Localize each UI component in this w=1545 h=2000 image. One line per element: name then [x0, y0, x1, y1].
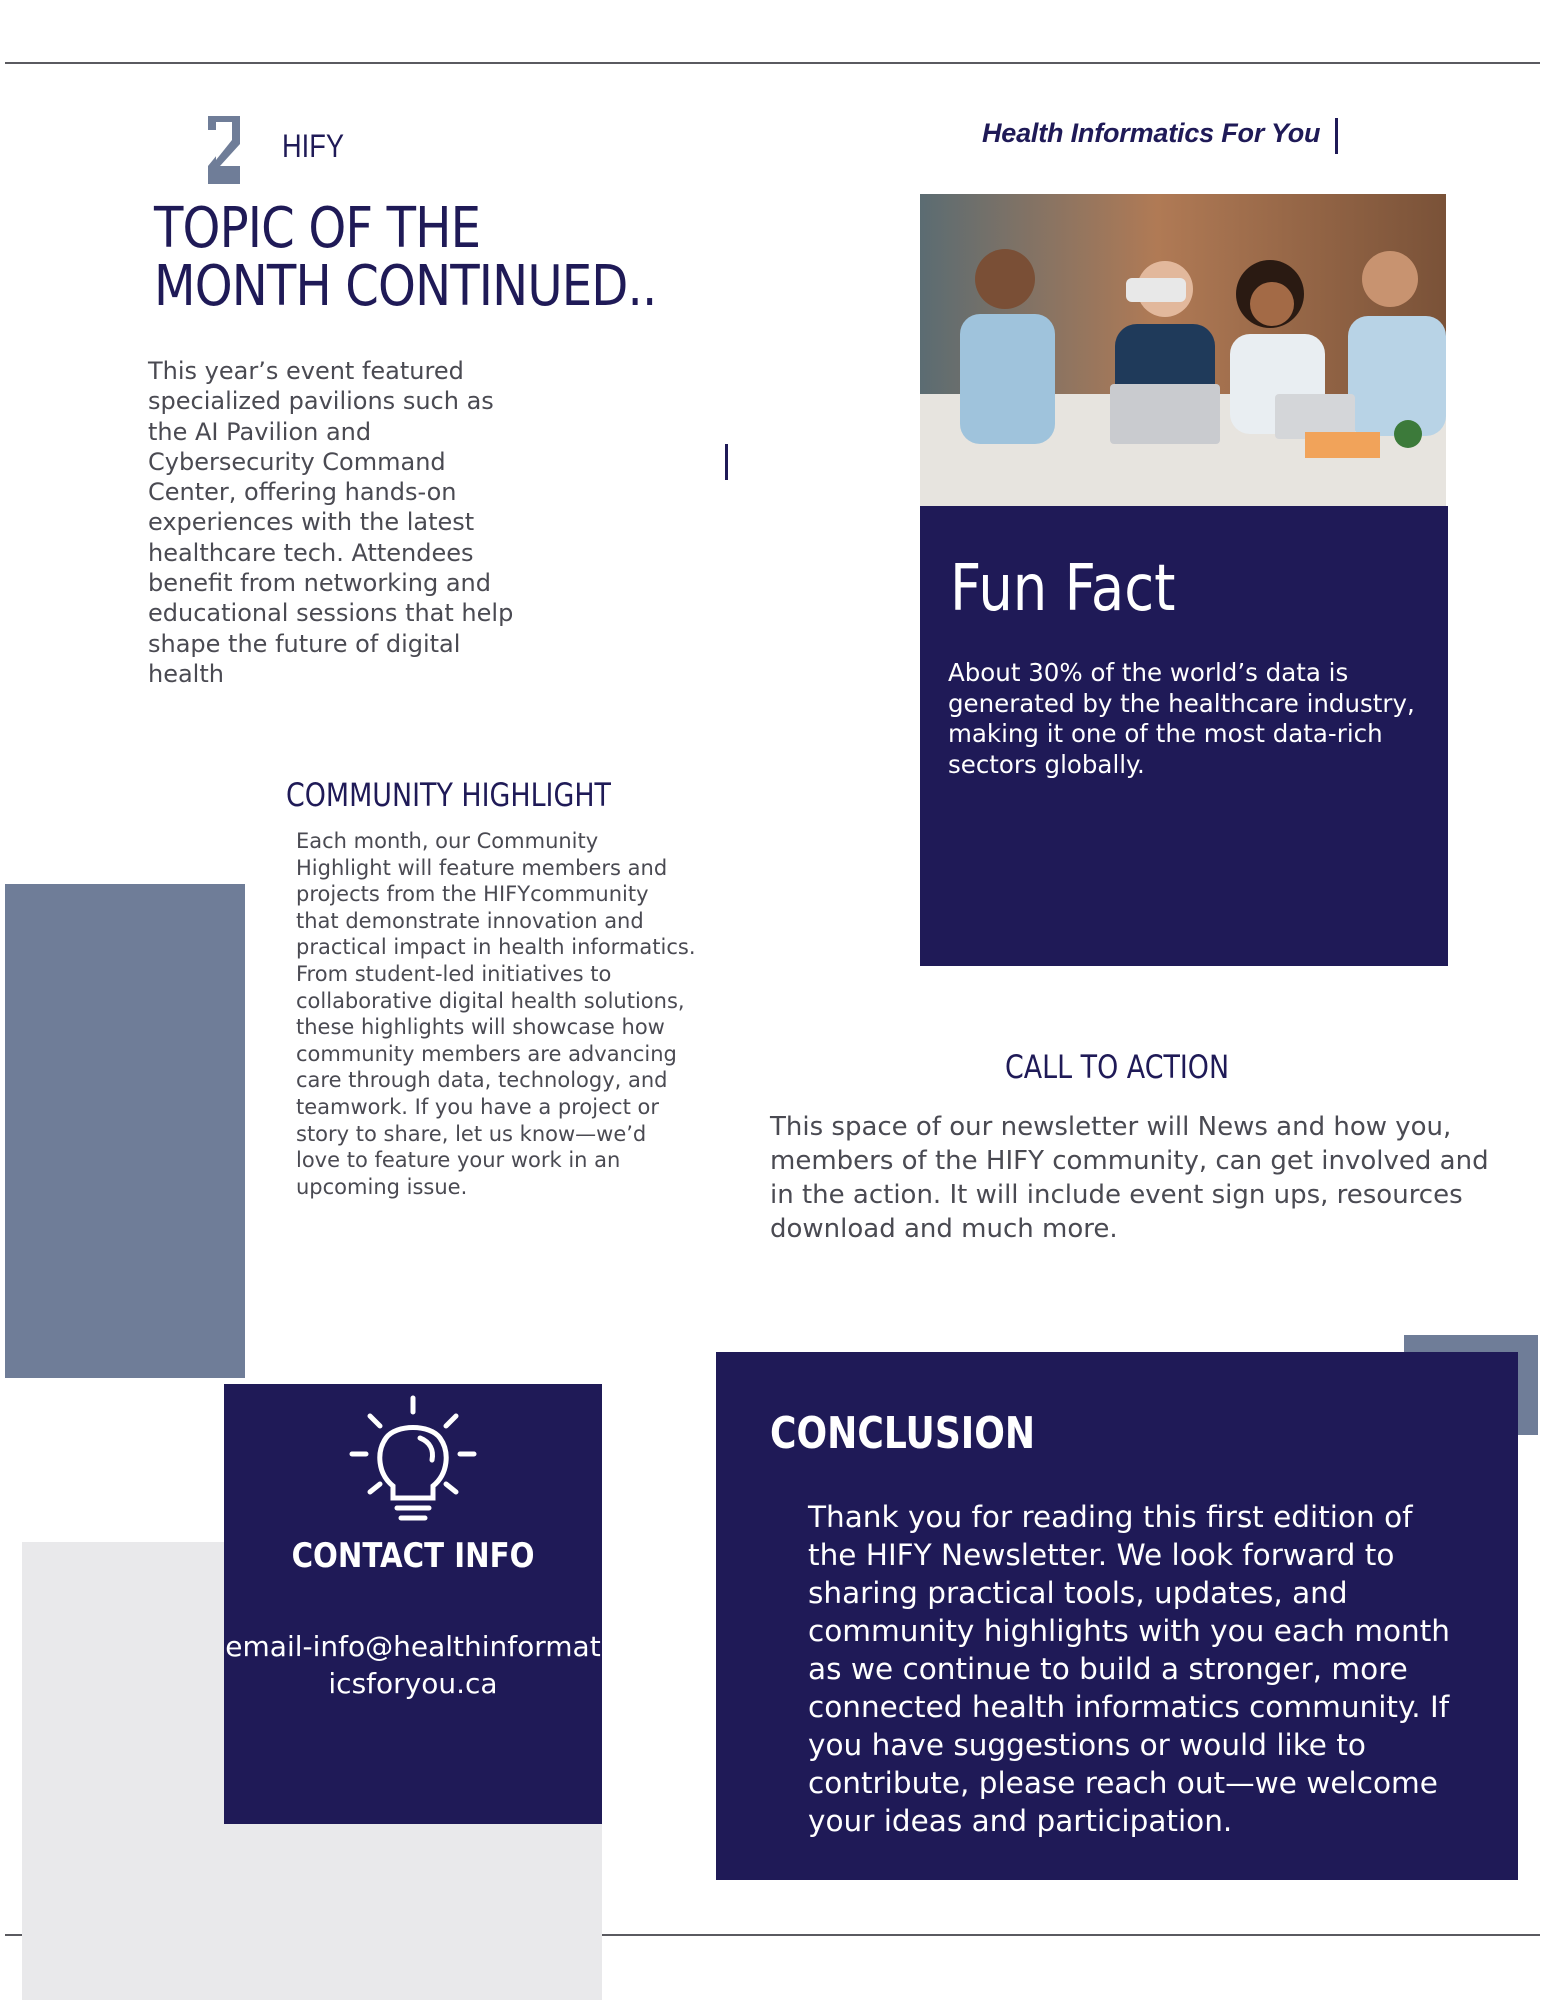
conclusion-body: Thank you for reading this first edition of the HIFY Newsletter. We look forward to sharing practical tools, updates, and community highlights with you each month as we continue to build a stronger, more connected health informatics community. If you have suggestions or would like to contribute, please reach out—we welcome your ideas and participation. [808, 1500, 1450, 1838]
fun-fact-body: About 30% of the world’s data is generated by the healthcare industry, making it one of the most data-rich sectors globally. [948, 658, 1415, 779]
center-bar-divider [725, 444, 728, 480]
hify-logo-icon [204, 114, 244, 186]
contact-email[interactable]: email-info@healthinformaticsforyou.ca [225, 1630, 601, 1700]
header-tagline: Health Informatics For You [982, 118, 1321, 148]
community-highlight-body: Each month, our Community Highlight will feature members and projects from the HIFYcommunity that demonstrate innovation and practical impact in health informatics. From student-led initiatives to collaborative digital health solutions, these highlights will showcase how community members are advancing care through data, technology, and teamwork. If you have a project or story to share, let us know—we’d love to feature your work in an upcoming issue. [296, 829, 696, 1199]
tagline-bar-divider [1335, 118, 1338, 154]
team-meeting-photo [920, 194, 1446, 506]
conclusion-title: CONCLUSION [770, 1408, 1036, 1459]
topic-body: This year’s event featured specialized pavilions such as the AI Pavilion and Cybersecurity Command Center, offering hands-on experiences with the latest healthcare tech. Attendees benefit from networking and educational sessions that help shape the future of digital health [148, 357, 514, 688]
topic-title: TOPIC OF THE MONTH CONTINUED.. [154, 196, 657, 319]
contact-info-title: CONTACT INFO [291, 1536, 535, 1576]
call-to-action-title: CALL TO ACTION [1005, 1048, 1230, 1086]
top-divider [5, 62, 1540, 64]
brand-name: HIFY [282, 128, 344, 164]
lightbulb-icon [348, 1394, 478, 1530]
community-highlight-title: COMMUNITY HIGHLIGHT [286, 776, 611, 814]
fun-fact-title: Fun Fact [950, 552, 1176, 626]
call-to-action-body: This space of our newsletter will News and how you, members of the HIFY community, can get involved and in the action. It will include event sign ups, resources download and much more. [770, 1112, 1489, 1244]
slate-accent-block [5, 884, 245, 1378]
